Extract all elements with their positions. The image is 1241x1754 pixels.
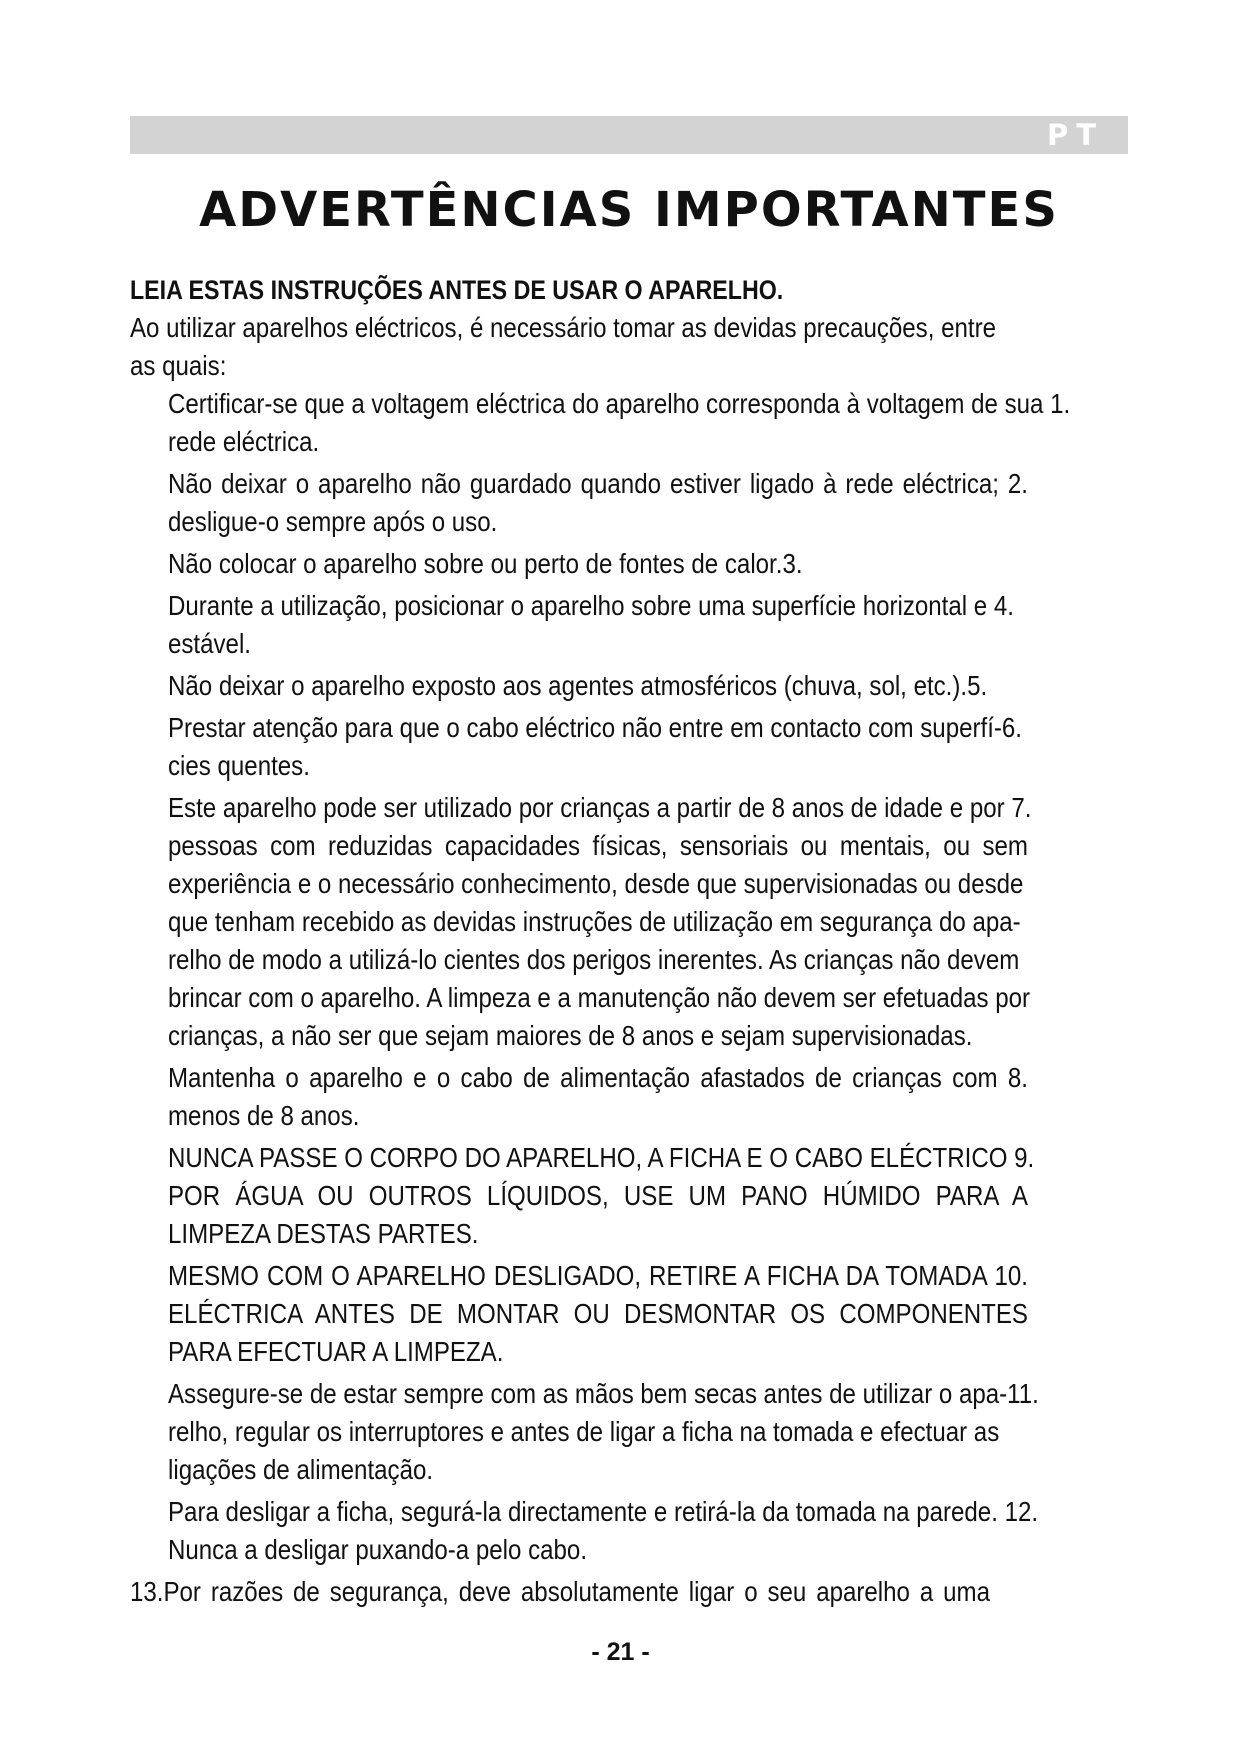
warning-line: NUNCA PASSE O CORPO DO APARELHO, A FICHA E O CABO ELÉCTRICO 9.: [168, 1142, 1035, 1173]
warning-line: rede eléctrica.: [168, 426, 320, 457]
warning-line: menos de 8 anos.: [168, 1100, 360, 1131]
warning-line: cies quentes.: [168, 750, 310, 781]
warning-line: crianças, a não ser que sejam maiores de 8 anos e sejam supervisionadas.: [168, 1020, 973, 1051]
warning-line: brincar com o aparelho. A limpeza e a manutenção não devem ser efetuadas por: [168, 982, 1031, 1013]
warning-line: Durante a utilização, posicionar o aparelho sobre uma superfície horizontal e 4.: [168, 590, 1014, 621]
warning-item-12: [130, 1493, 1130, 1569]
warning-item-4: [130, 587, 1130, 663]
warning-line: Prestar atenção para que o cabo eléctrico não entre em contacto com superfí-6.: [168, 712, 1022, 743]
warning-line: LIMPEZA DESTAS PARTES.: [168, 1218, 479, 1249]
warning-line: Não deixar o aparelho não guardado quando estiver ligado à rede eléctrica; 2.: [168, 468, 1028, 499]
warning-item-13: [130, 1573, 1130, 1611]
warning-line: MESMO COM O APARELHO DESLIGADO, RETIRE A FICHA DA TOMADA 10.: [168, 1260, 1028, 1291]
subheading: LEIA ESTAS INSTRUÇÕES ANTES DE USAR O APARELHO.: [130, 275, 784, 305]
warning-line: Assegure-se de estar sempre com as mãos bem secas antes de utilizar o apa-11.: [168, 1378, 1039, 1409]
warning-item-1: [130, 385, 1130, 461]
intro-paragraph: [130, 309, 1130, 385]
warning-line: ELÉCTRICA ANTES DE MONTAR OU DESMONTAR OS COMPONENTES: [168, 1298, 1028, 1329]
intro-line: as quais:: [130, 350, 227, 381]
warning-line: Não deixar o aparelho exposto aos agentes atmosféricos (chuva, sol, etc.).5.: [168, 670, 988, 701]
warning-line: Certificar-se que a voltagem eléctrica do aparelho corresponda à voltagem de sua 1.: [168, 388, 1071, 419]
document-body: [130, 271, 1130, 1615]
warning-line: pessoas com reduzidas capacidades físicas, sensoriais ou mentais, ou sem: [168, 830, 1028, 861]
warning-line: estável.: [168, 628, 251, 659]
warning-item-7: [130, 789, 1130, 1055]
warning-line: Mantenha o aparelho e o cabo de alimentação afastados de crianças com 8.: [168, 1062, 1028, 1093]
warning-item-6: [130, 709, 1130, 785]
warning-item-3: [130, 545, 1130, 583]
warning-line: ligações de alimentação.: [168, 1454, 434, 1485]
warning-item-2: [130, 465, 1130, 541]
warning-item-10: [130, 1257, 1130, 1371]
language-header-bar: [130, 116, 1128, 154]
warning-line: relho de modo a utilizá-lo cientes dos perigos inerentes. As crianças não devem: [168, 944, 1020, 975]
page-number: - 21 -: [591, 1638, 650, 1666]
warning-line: Este aparelho pode ser utilizado por crianças a partir de 8 anos de idade e por 7.: [168, 792, 1032, 823]
warning-line: experiência e o necessário conhecimento, desde que supervisionadas ou desde: [168, 868, 1024, 899]
warning-line: desligue-o sempre após o uso.: [168, 506, 498, 537]
language-tag: PT: [1046, 118, 1104, 152]
warning-item-5: [130, 667, 1130, 705]
warning-line: Não colocar o aparelho sobre ou perto de fontes de calor.3.: [168, 548, 803, 579]
warnings-list: [130, 385, 1130, 1611]
warning-line: relho, regular os interruptores e antes de ligar a ficha na tomada e efectuar as: [168, 1416, 1000, 1447]
warning-line: 13.Por razões de segurança, deve absolutamente ligar o seu aparelho a uma: [130, 1576, 990, 1607]
warning-line: Nunca a desligar puxando-a pelo cabo.: [168, 1534, 588, 1565]
warning-line: Para desligar a ficha, segurá-la directamente e retirá-la da tomada na parede. 12.: [168, 1496, 1039, 1527]
warning-item-8: [130, 1059, 1130, 1135]
warning-line: POR ÁGUA OU OUTROS LÍQUIDOS, USE UM PANO HÚMIDO PARA A: [168, 1180, 1028, 1211]
warning-item-9: [130, 1139, 1130, 1253]
warning-line: que tenham recebido as devidas instruções de utilização em segurança do apa-: [168, 906, 1021, 937]
intro-line: Ao utilizar aparelhos eléctricos, é necessário tomar as devidas precauções, entre: [130, 312, 996, 343]
warning-line: PARA EFECTUAR A LIMPEZA.: [168, 1336, 504, 1367]
page-title: ADVERTÊNCIAS IMPORTANTES: [199, 182, 1059, 238]
warning-item-11: [130, 1375, 1130, 1489]
